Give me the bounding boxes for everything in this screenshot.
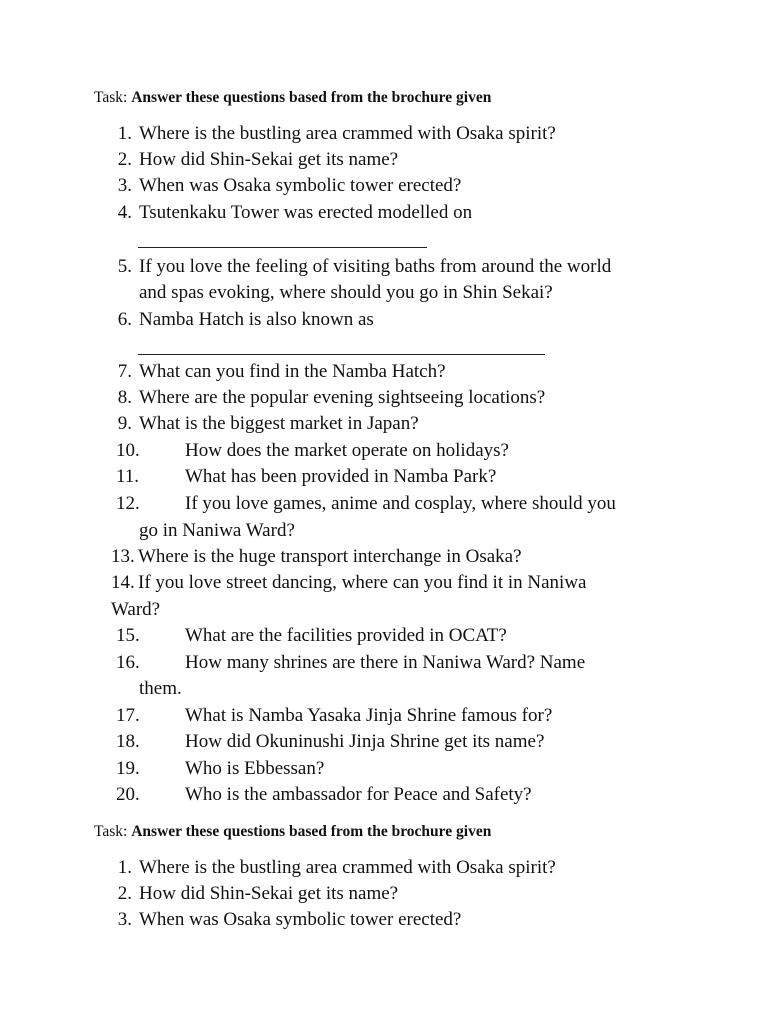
question-text: What can you find in the Namba Hatch? [139,361,446,382]
question-text: Who is the ambassador for Peace and Safety? [185,784,532,805]
question-text-continued: them. [139,678,182,699]
task-instruction [94,88,491,108]
question-text: If you love games, anime and cosplay, where should you [185,493,616,514]
question-text: Where are the popular evening sightseeing locations? [139,387,546,408]
question-number: 10. [116,440,140,461]
question-text-continued: and spas evoking, where should you go in Shin Sekai? [139,282,553,303]
question-text: Namba Hatch is also known as [139,309,374,330]
question-number: 20. [116,784,140,805]
answer-blank-line [138,247,427,248]
task-instruction [94,822,491,842]
task-text: Answer these questions based from the brochure given [131,823,492,840]
question-text: When was Osaka symbolic tower erected? [139,175,462,196]
question-text: What is the biggest market in Japan? [139,413,419,434]
question-number: 2. [117,149,132,170]
question-text: How many shrines are there in Naniwa Ward? Name [185,652,586,673]
task-label: Task: [94,89,132,106]
question-number: 18. [116,731,140,752]
question-number: 14. [111,572,135,593]
question-text-continued: Ward? [111,599,161,620]
question-number: 5. [117,256,132,277]
question-text: If you love the feeling of visiting baths from around the world [139,256,612,277]
question-text: How did Okuninushi Jinja Shrine get its name? [185,731,545,752]
task-text: Answer these questions based from the brochure given [131,89,492,106]
question-text: How did Shin-Sekai get its name? [139,149,399,170]
question-number: 4. [117,202,132,223]
question-text-continued: go in Naniwa Ward? [139,520,295,541]
question-number: 7. [117,361,132,382]
question-number: 11. [116,466,140,487]
question-text: Where is the bustling area crammed with Osaka spirit? [139,857,556,878]
question-number: 2. [117,883,132,904]
question-text: Where is the bustling area crammed with Osaka spirit? [139,123,556,144]
question-text: Tsutenkaku Tower was erected modelled on [139,202,473,223]
question-number: 3. [117,909,132,930]
question-number: 19. [116,758,140,779]
question-text: What is Namba Yasaka Jinja Shrine famous for? [185,705,553,726]
question-number: 1. [117,123,132,144]
question-number: 9. [117,413,132,434]
question-number: 13. [111,546,135,567]
question-text: How did Shin-Sekai get its name? [139,883,399,904]
question-text: When was Osaka symbolic tower erected? [139,909,462,930]
question-number: 12. [116,493,140,514]
question-number: 15. [116,625,140,646]
question-number: 17. [116,705,140,726]
task-label: Task: [94,823,132,840]
question-text: What has been provided in Namba Park? [185,466,497,487]
question-number: 1. [117,857,132,878]
question-number: 3. [117,175,132,196]
question-number: 6. [117,309,132,330]
question-number: 8. [117,387,132,408]
question-text: Who is Ebbessan? [185,758,325,779]
question-text: Where is the huge transport interchange in Osaka? [138,546,522,567]
question-number: 16. [116,652,140,673]
question-text: How does the market operate on holidays? [185,440,509,461]
question-text: If you love street dancing, where can you find it in Naniwa [138,572,587,593]
question-text: What are the facilities provided in OCAT? [185,625,507,646]
answer-blank-line [138,354,545,355]
